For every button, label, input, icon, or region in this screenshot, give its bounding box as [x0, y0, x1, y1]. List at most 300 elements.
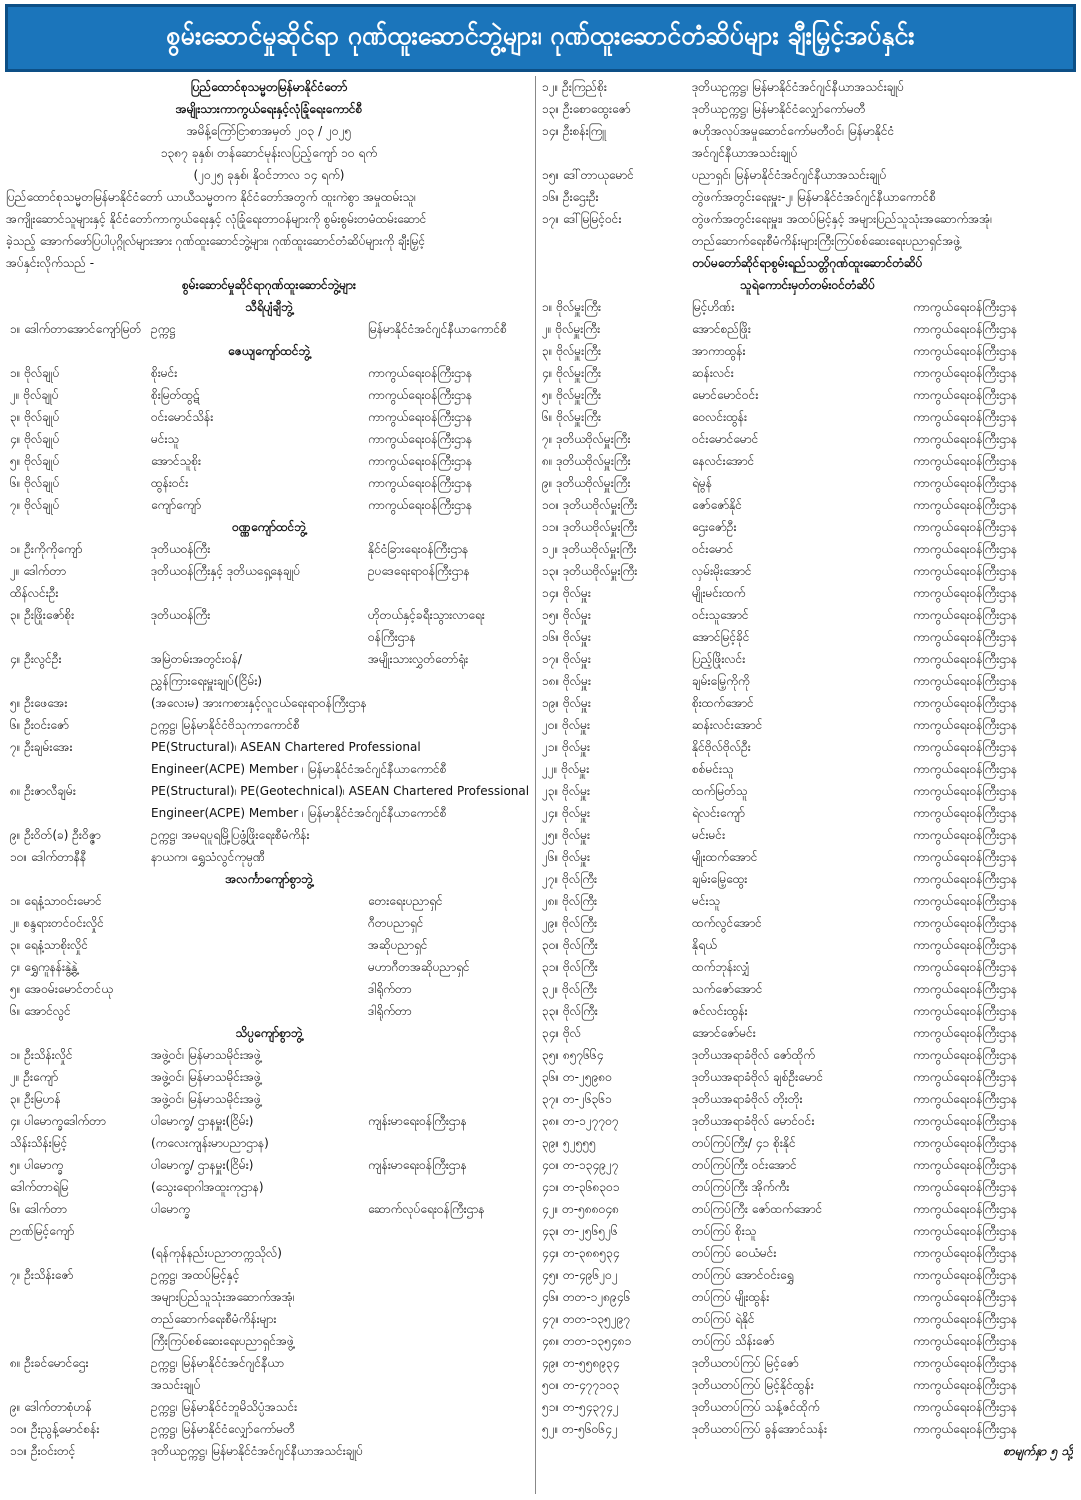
list-row — [540, 692, 1075, 714]
list-row — [6, 648, 532, 670]
list-row — [540, 450, 1075, 472]
list-row — [540, 120, 1075, 142]
list-row — [540, 1066, 1075, 1088]
awardee-detail: PE(Structural)၊ ASEAN Chartered Professional — [151, 740, 421, 754]
awardee-position: ပြည့်ဖြိုးလင်း — [692, 652, 746, 666]
awardee-name: ဒေါက်တာရဲမြ — [10, 1180, 69, 1194]
section-heading: ပြည်ထောင်စုသမ္မတမြန်မာနိုင်ငံတော် — [190, 80, 348, 94]
awardee-position: ထက်ဘုန်းလျှံ — [692, 960, 750, 974]
awardee-position: ဒုတိယဝန်ကြီး — [151, 542, 211, 556]
preamble-line: ခဲ့သည့် အောက်ဖော်ပြပါပုဂ္ဂိုလ်များအား ဂုဏ်ထူးဆောင်ဘွဲ့များ၊ ဂုဏ်ထူးဆောင်တံဆိပ်များကို ချီးမြှင့် — [6, 234, 426, 248]
awardee-name: ၂၀။ ဗိုလ်မှူး — [542, 718, 591, 732]
list-row — [6, 1440, 532, 1462]
awardee-position: အာကာထွန်း — [692, 344, 746, 358]
awardee-name: ၂၆။ ဗိုလ်မှူး — [542, 850, 591, 864]
awardee-detail: တည်ဆောက်ရေးစီမံကိန်းများကြီးကြပ်စစ်ဆေးရေးပညာရှင်အဖွဲ့ — [692, 234, 961, 248]
awardee-organization: ကာကွယ်ရေးဝန်ကြီးဌာန — [913, 1334, 1018, 1348]
awardee-name: ၇။ ဗိုလ်ချုပ် — [10, 498, 60, 512]
awardee-name: ၁၀။ ဒေါက်တာနီနီ — [10, 850, 87, 864]
awardee-name: ၅၀။ တ-၄၇၇၁၀၃ — [542, 1378, 620, 1392]
awardee-name: ၂။ ဗိုလ်မှူးကြီး — [542, 322, 601, 336]
list-row — [540, 164, 1075, 186]
list-row — [6, 582, 532, 604]
list-row — [540, 1000, 1075, 1022]
list-row — [540, 538, 1075, 560]
awardee-name: ၈။ ဦးဇာလီချမ်း — [10, 784, 76, 798]
awardee-name: ၁၉။ ဗိုလ်မှူး — [542, 696, 591, 710]
list-row — [6, 758, 532, 780]
awardee-organization: ကာကွယ်ရေးဝန်ကြီးဌာန — [913, 696, 1018, 710]
awardee-position: တပ်ကြပ် ရဲနိုင် — [692, 1312, 755, 1326]
awardee-organization: ကာကွယ်ရေးဝန်ကြီးဌာန — [913, 1378, 1018, 1392]
list-row — [6, 890, 532, 912]
section-heading: သူရဲကောင်းမှတ်တမ်းဝင်တံဆိပ် — [739, 278, 876, 292]
awardee-organization: ကာကွယ်ရေးဝန်ကြီးဌာန — [913, 1026, 1018, 1040]
awardee-organization: ကာကွယ်ရေးဝန်ကြီးဌာန — [913, 454, 1018, 468]
awardee-position: ဒုတိယဝန်ကြီး — [151, 608, 211, 622]
awardee-position: စစ်မင်းသူ — [692, 762, 734, 776]
awardee-name: ၄။ ဦးလွင်ဦး — [10, 652, 62, 666]
preamble-line: အကျိုးဆောင်သူများနှင့် နိုင်ငံတော်ကာကွယ်ရေးနှင့် လုံခြုံရေးတာဝန်များကို စွမ်းစွမ်းတမံထမ်းဆောင် — [6, 212, 427, 226]
awardee-name: ၃၅။ ၈၅၇၆၆၄ — [542, 1048, 604, 1062]
list-row — [6, 1330, 532, 1352]
awardee-detail: အဖွဲ့ဝင်၊ မြန်မာသမိုင်းအဖွဲ့ — [151, 1092, 261, 1106]
awardee-position: စိုးမင်း — [151, 366, 178, 380]
awardee-detail: ဥက္ကဋ္ဌ၊ အမရပူရမြို့ပြဖွံ့ဖြိုးရေးစီမံကိန်း — [151, 828, 310, 842]
list-row — [540, 956, 1075, 978]
awardee-organization: ကာကွယ်ရေးဝန်ကြီးဌာန — [913, 520, 1018, 534]
awardee-organization: ကာကွယ်ရေးဝန်ကြီးဌာန — [913, 1356, 1018, 1370]
list-row — [6, 1418, 532, 1440]
awardee-name: ၁၇။ ဗိုလ်မှူး — [542, 652, 591, 666]
awardee-organization: ကာကွယ်ရေးဝန်ကြီးဌာန — [368, 432, 473, 446]
list-row — [6, 1352, 532, 1374]
section-heading: အမျိုးသားကာကွယ်ရေးနှင့်လုံခြုံရေးကောင်စီ — [175, 102, 363, 116]
awardee-detail: နာယက၊ ရွှေသံလွင်ကုမ္ပဏီ — [151, 850, 266, 864]
awardee-detail: ဒုတိယဥက္ကဋ္ဌ၊ မြန်မာနိုင်ငံလျှော်ကော်မတီ — [692, 102, 866, 116]
awardee-organization: ကာကွယ်ရေးဝန်ကြီးဌာန — [913, 1158, 1018, 1172]
footer-row — [540, 1440, 1075, 1462]
awardee-name: ၈။ ဒုတိယဗိုလ်မှူးကြီး — [542, 454, 631, 468]
awardee-name: ၆။ ဦးဝင်းဇော် — [10, 718, 69, 732]
awardee-name: ၁။ ဗိုလ်ချုပ် — [10, 366, 60, 380]
awardee-detail: တွဲဖက်အတွင်းရေးမှူး၊ အထပ်မြင့်နှင့် အများပြည်သူသုံးအဆောက်အအုံ၊ — [692, 212, 993, 226]
page-title: စွမ်းဆောင်မှုဆိုင်ရာ ဂုဏ်ထူးဆောင်ဘွဲ့များ၊ ဂုဏ်ထူးဆောင်တံဆိပ်များ ချီးမြှင့်အပ်နှင်း — [166, 20, 915, 50]
awardee-position: ဌေးဇော်ဦး — [692, 520, 737, 534]
list-row — [6, 362, 532, 384]
awardee-name: ၁၄။ ဦးစန်းကြူ — [542, 124, 606, 138]
awardee-position: လှမ်းမိုးအောင် — [692, 564, 752, 578]
awardee-organization: ကာကွယ်ရေးဝန်ကြီးဌာန — [913, 432, 1018, 446]
awardee-position: ဝင်းမောင်မောင် — [692, 432, 759, 446]
awardee-name: ၄၂။ တ-၅၈၈၀၄၈ — [542, 1202, 619, 1216]
awardee-organization: ကာကွယ်ရေးဝန်ကြီးဌာန — [913, 718, 1018, 732]
awardee-organization: ဒါရိုက်တာ — [368, 1004, 412, 1018]
list-row — [6, 384, 532, 406]
awardee-name: ၅၂။ တ-၅၆၀၆၄၂ — [542, 1422, 618, 1436]
list-row — [6, 692, 532, 714]
awardee-organization: ကာကွယ်ရေးဝန်ကြီးဌာန — [913, 1092, 1018, 1106]
awardee-position: ထက်လွင်အောင် — [692, 916, 762, 930]
list-row — [540, 318, 1075, 340]
awardee-name: ၆။ ဗိုလ်ချုပ် — [10, 476, 60, 490]
list-row — [6, 1176, 532, 1198]
awardee-position: ဝင်းမောင်သိန်း — [151, 410, 214, 424]
awardee-position: ကျော်ကျော် — [151, 498, 202, 512]
awardee-name: ၂၄။ ဗိုလ်မှူး — [542, 806, 591, 820]
list-row — [540, 230, 1075, 252]
awardee-name: ၄၄။ တ-၃၈၈၅၃၄ — [542, 1246, 620, 1260]
awardee-name: ၇။ ဦးချမ်းအေး — [10, 740, 73, 754]
awardee-position: ဒုတိယအရာခံဗိုလ် တိုးတိုး — [692, 1092, 803, 1106]
list-row — [540, 582, 1075, 604]
awardee-organization: ကာကွယ်ရေးဝန်ကြီးဌာန — [913, 1422, 1018, 1436]
awardee-organization: နိုင်ငံခြားရေးဝန်ကြီးဌာန — [368, 542, 469, 556]
awardee-position: တပ်ကြပ် မျိုးထွန်း — [692, 1290, 770, 1304]
awardee-organization: ကာကွယ်ရေးဝန်ကြီးဌာန — [913, 1202, 1018, 1216]
awardee-detail: အသင်းချုပ် — [151, 1378, 201, 1392]
awardee-name: ၁၇။ ဒေါ်မြမြင့်ဝင်း — [542, 212, 622, 226]
list-row — [540, 978, 1075, 1000]
awardee-detail: ဥက္ကဋ္ဌ၊ မြန်မာနိုင်ငံဗိသုကာကောင်စီ — [151, 718, 300, 732]
list-row — [6, 494, 532, 516]
awardee-organization: ကာကွယ်ရေးဝန်ကြီးဌာန — [913, 938, 1018, 952]
awardee-organization: ကာကွယ်ရေးဝန်ကြီးဌာန — [913, 828, 1018, 842]
awardee-name: ၂၈။ ဗိုလ်ကြီး — [542, 894, 598, 908]
section-heading: ဇေယျကျော်ထင်ဘွဲ့ — [227, 344, 311, 358]
awardee-name: ၂၇။ ဗိုလ်ကြီး — [542, 872, 598, 886]
awardee-organization: ကာကွယ်ရေးဝန်ကြီးဌာန — [913, 564, 1018, 578]
awardee-name: ၁၂။ ဦးကြည်စိုး — [542, 80, 607, 94]
list-row — [540, 714, 1075, 736]
awardee-detail: Engineer(ACPE) Member ၊ မြန်မာနိုင်ငံအင်ဂျင်နီယာကောင်စီ — [151, 806, 447, 820]
awardee-name: ၁။ ဦးသိန်းလှိုင် — [10, 1048, 73, 1062]
list-row — [540, 736, 1075, 758]
list-row — [6, 978, 532, 1000]
list-row — [540, 1088, 1075, 1110]
section-heading: သိပ္ပကျော်စွာဘွဲ့ — [235, 1026, 303, 1040]
awardee-name: ၁၁။ ဦးဝင်းတင့် — [10, 1444, 76, 1458]
awardee-name: ၃၃။ ဗိုလ်ကြီး — [542, 1004, 598, 1018]
list-row — [540, 1044, 1075, 1066]
list-row — [540, 1176, 1075, 1198]
awardee-name: ၄၀။ တ-၁၃၄၉၂၇ — [542, 1158, 619, 1172]
awardee-name: ၆။ ဒေါက်တာ — [10, 1202, 67, 1216]
list-row — [540, 846, 1075, 868]
list-row — [540, 868, 1075, 890]
list-row — [6, 912, 532, 934]
awardee-organization: ကာကွယ်ရေးဝန်ကြီးဌာန — [913, 1246, 1018, 1260]
list-row — [540, 560, 1075, 582]
awardee-organization: အဆိုပညာရှင် — [368, 938, 428, 952]
awardee-organization: ကာကွယ်ရေးဝန်ကြီးဌာန — [913, 630, 1018, 644]
awardee-position: ပါမောက္ခ/ ဌာနမှူး(ငြိမ်း) — [151, 1114, 254, 1128]
list-row — [540, 186, 1075, 208]
list-row — [540, 1242, 1075, 1264]
awardee-position: ဒုတိယတပ်ကြပ် မြင့်ဇော် — [692, 1356, 799, 1370]
awardee-organization: ကာကွယ်ရေးဝန်ကြီးဌာန — [913, 652, 1018, 666]
awardee-position: ဝေလင်းထွန်း — [692, 410, 748, 424]
awardee-name: ၃။ ဗိုလ်ချုပ် — [10, 410, 60, 424]
awardee-organization: ဆောက်လုပ်ရေးဝန်ကြီးဌာန — [368, 1202, 485, 1216]
list-row — [540, 1330, 1075, 1352]
awardee-position: အောင်သူစိုး — [151, 454, 202, 468]
left-column — [6, 76, 532, 1494]
list-row — [6, 428, 532, 450]
awardee-position: နေလင်းအောင် — [692, 454, 755, 468]
awardee-organization: ကာကွယ်ရေးဝန်ကြီးဌာန — [913, 806, 1018, 820]
list-row — [540, 428, 1075, 450]
awardee-name: ၂၉။ ဗိုလ်ကြီး — [542, 916, 598, 930]
awardee-name: ၃၄။ ဗိုလ် — [542, 1026, 582, 1040]
awardee-organization: ကာကွယ်ရေးဝန်ကြီးဌာန — [913, 740, 1018, 754]
awardee-detail: တွဲဖက်အတွင်းရေးမှူး-၂၊ မြန်မာနိုင်ငံအင်ဂျင်နီယာကောင်စီ — [692, 190, 936, 204]
awardee-position: မြင့်ဟိဏ်း — [692, 300, 735, 314]
awardee-name: ၈။ ဦးခင်မောင်ဌေး — [10, 1356, 89, 1370]
awardee-name: ၃။ ဗိုလ်မှူးကြီး — [542, 344, 602, 358]
list-row — [540, 472, 1075, 494]
list-row — [540, 1198, 1075, 1220]
awardee-name: ၄၃။ တ-၂၅၆၅၂၆ — [542, 1224, 618, 1238]
awardee-name: ၃။ ဦးမြဟန် — [10, 1092, 61, 1106]
awardee-name: ၄။ ရွှေကူနန်းနွဲ့နွဲ့ — [10, 960, 78, 974]
awardee-name: ၂။ ဒေါက်တာ — [10, 564, 67, 578]
awardee-name: ၃၂။ ဗိုလ်ကြီး — [542, 982, 598, 996]
awardee-organization: ကာကွယ်ရေးဝန်ကြီးဌာန — [368, 366, 473, 380]
awardee-organization: ကာကွယ်ရေးဝန်ကြီးဌာန — [913, 850, 1018, 864]
awardee-detail: Engineer(ACPE) Member ၊ မြန်မာနိုင်ငံအင်ဂျင်နီယာကောင်စီ — [151, 762, 447, 776]
awardee-detail: အင်ဂျင်နီယာအသင်းချုပ် — [692, 146, 798, 160]
awardee-organization: ကာကွယ်ရေးဝန်ကြီးဌာန — [368, 498, 473, 512]
list-row — [6, 1000, 532, 1022]
header-line: (၂၀၂၅ ခုနှစ်၊ နိုဝင်ဘာလ ၁၄ ရက်) — [193, 168, 345, 182]
awardee-name: ၁၆။ ဗိုလ်မှူး — [542, 630, 591, 644]
list-row — [540, 1022, 1075, 1044]
awardee-name: ၄၈။ တတ-၁၃၅၄၈၁ — [542, 1334, 632, 1348]
list-row — [6, 956, 532, 978]
list-row — [6, 802, 532, 824]
awardee-organization: ဥပဒေရေးရာဝန်ကြီးဌာန — [368, 564, 470, 578]
awardee-detail: ဒုတိယဥက္ကဋ္ဌ၊ မြန်မာနိုင်ငံအင်ဂျင်နီယာအသင်းချုပ် — [692, 80, 905, 94]
awardee-organization: ကာကွယ်ရေးဝန်ကြီးဌာန — [913, 894, 1018, 908]
awardee-organization: ကာကွယ်ရေးဝန်ကြီးဌာန — [913, 1400, 1018, 1414]
awardee-detail: ဥက္ကဋ္ဌ၊ မြန်မာနိုင်ငံလျှော်ကော်မတီ — [151, 1422, 295, 1436]
awardee-position: တပ်ကြပ်ကြီး ဇော်ထက်အောင် — [692, 1202, 823, 1216]
header-line: အမိန့်ကြော်ငြာစာအမှတ် ၂၀၃ / ၂၀၂၅ — [186, 124, 352, 138]
awardee-name: ၂။ ဦးကျော် — [10, 1070, 59, 1084]
awardee-organization: ကျန်းမာရေးဝန်ကြီးဌာန — [368, 1158, 467, 1172]
awardee-name: ၁၆။ ဦးဌေးဦး — [542, 190, 599, 204]
list-row — [6, 538, 532, 560]
list-row — [540, 362, 1075, 384]
awardee-position: နိုင်ဗိုလ်ဗိုလ်ဦး — [692, 740, 751, 754]
list-row — [540, 1308, 1075, 1330]
continued-note: စာမျက်နှာ ၅ သို့ — [1002, 1444, 1073, 1458]
awardee-detail: အများပြည်သူသုံးအဆောက်အအုံ၊ — [151, 1290, 295, 1304]
awardee-name: ၁။ ဗိုလ်မှူးကြီး — [542, 300, 602, 314]
awardee-position: မင်းသူ — [692, 894, 721, 908]
awardee-organization: ကာကွယ်ရေးဝန်ကြီးဌာန — [368, 410, 473, 424]
list-row — [540, 1132, 1075, 1154]
list-row — [540, 1418, 1075, 1440]
awardee-name: ၅။ ပါမောက္ခ — [10, 1158, 64, 1172]
list-row — [540, 208, 1075, 230]
awardee-detail: ဒုတိယဥက္ကဋ္ဌ၊ မြန်မာနိုင်ငံအင်ဂျင်နီယာအသင်းချုပ် — [151, 1444, 364, 1458]
list-row — [6, 626, 532, 648]
awardee-position: မျိုးထက်အောင် — [692, 850, 758, 864]
header-line: ၁၃၈၇ ခုနှစ်၊ တန်ဆောင်မုန်းလပြည့်ကျော် ၁၀ ရက် — [160, 146, 378, 160]
awardee-detail: (ရန်ကုန်နည်းပညာတက္ကသိုလ်) — [151, 1246, 282, 1260]
list-row — [6, 1242, 532, 1264]
list-row — [540, 670, 1075, 692]
list-row — [540, 758, 1075, 780]
awardee-name: ၃၇။ တ-၂၆၃၆၁ — [542, 1092, 612, 1106]
awardee-name: ၅၁။ တ-၅၄၃၇၄၂ — [542, 1400, 619, 1414]
list-row — [540, 626, 1075, 648]
list-row — [540, 890, 1075, 912]
awardee-detail: ကြီးကြပ်စစ်ဆေးရေးပညာရှင်အဖွဲ့ — [151, 1334, 294, 1348]
awardee-name: ၄၅။ တ-၄၉၆၂၀၂ — [542, 1268, 618, 1282]
awardee-organization: ကာကွယ်ရေးဝန်ကြီးဌာန — [913, 960, 1018, 974]
awardee-name: ၃၉။ ၅၂၅၅၅ — [542, 1136, 596, 1150]
awardee-position: ပါမောက္ခ — [151, 1202, 190, 1216]
awardee-organization: ကာကွယ်ရေးဝန်ကြီးဌာန — [913, 916, 1018, 930]
list-row — [540, 296, 1075, 318]
list-row — [540, 934, 1075, 956]
awardee-organization: ကာကွယ်ရေးဝန်ကြီးဌာန — [913, 762, 1018, 776]
awardee-name: ၅။ ဗိုလ်ချုပ် — [10, 454, 60, 468]
awardee-name: ၁၂။ ဒုတိယဗိုလ်မှူးကြီး — [542, 542, 637, 556]
list-row — [540, 76, 1075, 98]
section-heading: စွမ်းဆောင်မှုဆိုင်ရာဂုဏ်ထူးဆောင်ဘွဲ့များ — [182, 278, 356, 292]
list-row — [6, 780, 532, 802]
list-row — [6, 736, 532, 758]
awardee-position: ထက်မြတ်သူ — [692, 784, 748, 798]
awardee-organization: ကာကွယ်ရေးဝန်ကြီးဌာန — [913, 300, 1018, 314]
list-row — [6, 714, 532, 736]
awardee-name: ၄၇။ တတ-၁၃၅၂၉၇ — [542, 1312, 631, 1326]
awardee-position: မျိုးမင်းထက် — [692, 586, 746, 600]
awardee-name: ထိန်လင်းဦး — [10, 586, 59, 600]
awardee-organization: ကာကွယ်ရေးဝန်ကြီးဌာန — [913, 344, 1018, 358]
awardee-name: ၄။ ဗိုလ်မှူးကြီး — [542, 366, 602, 380]
awardee-detail: ဥက္ကဋ္ဌ၊ အထပ်မြင့်နှင့် — [151, 1268, 240, 1282]
awardee-name: ၁၃။ ဒုတိယဗိုလ်မှူးကြီး — [542, 564, 638, 578]
awardee-organization: ကာကွယ်ရေးဝန်ကြီးဌာန — [913, 366, 1018, 380]
awardee-organization: ကာကွယ်ရေးဝန်ကြီးဌာန — [913, 784, 1018, 798]
awardee-name: ၇။ ဦးသိန်းဇော် — [10, 1268, 74, 1282]
list-row — [6, 824, 532, 846]
list-row — [540, 98, 1075, 120]
list-row — [540, 1264, 1075, 1286]
awardee-name: ၂။ စန္ဒရားတင်ဝင်းလှိုင် — [10, 916, 104, 930]
list-row — [540, 824, 1075, 846]
list-row — [6, 318, 532, 340]
awardee-name: ၄။ ပါမောက္ခဒေါက်တာ — [10, 1114, 106, 1128]
awardee-name: ဉာဏ်မြင့်ကျော် — [10, 1224, 75, 1238]
awardee-position: အောင်မြင့်ခိုင် — [692, 630, 750, 644]
awardee-name: ၅။ ဗိုလ်မှူးကြီး — [542, 388, 602, 402]
awardee-organization: ကာကွယ်ရေးဝန်ကြီးဌာန — [913, 542, 1018, 556]
awardee-organization: ကာကွယ်ရေးဝန်ကြီးဌာန — [913, 1312, 1018, 1326]
awardee-detail: ဇဟိုအလုပ်အမှုဆောင်ကော်မတီဝင်၊ မြန်မာနိုင်ငံ — [692, 124, 895, 138]
list-row — [540, 1286, 1075, 1308]
list-row — [6, 1264, 532, 1286]
awardee-organization: ကာကွယ်ရေးဝန်ကြီးဌာန — [913, 608, 1018, 622]
awardee-detail: အဖွဲ့ဝင်၊ မြန်မာသမိုင်းအဖွဲ့ — [151, 1048, 261, 1062]
list-row — [6, 1066, 532, 1088]
awardee-name: ၄။ ဗိုလ်ချုပ် — [10, 432, 60, 446]
awardee-position: ပါမောက္ခ/ ဌာနမှူး(ငြိမ်း) — [151, 1158, 254, 1172]
awardee-organization: ကာကွယ်ရေးဝန်ကြီးဌာန — [913, 1224, 1018, 1238]
awardee-organization: ကာကွယ်ရေးဝန်ကြီးဌာန — [913, 982, 1018, 996]
section-heading: တပ်မတော်ဆိုင်ရာစွမ်းရည်သတ္တိဂုဏ်ထူးဆောင်တံဆိပ် — [692, 256, 923, 270]
list-row — [540, 912, 1075, 934]
awardee-position: ဒုတိယတပ်ကြပ် မြင့်နိုင်ထွန်း — [692, 1378, 814, 1392]
awardee-organization: ကာကွယ်ရေးဝန်ကြီးဌာန — [913, 1048, 1018, 1062]
awardee-position: အောင်စည်ဖြိုး — [692, 322, 751, 336]
list-row — [6, 450, 532, 472]
awardee-position: ချမ်းမြေ့ထွေး — [692, 872, 748, 886]
list-row — [6, 846, 532, 868]
awardee-organization: ကာကွယ်ရေးဝန်ကြီးဌာန — [913, 476, 1018, 490]
awardee-name: ၁။ ဒေါက်တာအောင်ကျော်မြတ် — [10, 322, 142, 336]
preamble-line: ပြည်ထောင်စုသမ္မတမြန်မာနိုင်ငံတော် ယာယီသမ္မတက နိုင်ငံတော်အတွက် ထူးကဲစွာ အမှုထမ်းသူ၊ — [6, 190, 416, 204]
awardee-position: (သွေးရောဂါအထူးကုဌာန) — [151, 1180, 264, 1194]
list-row — [6, 406, 532, 428]
awardee-detail: အဖွဲ့ဝင်၊ မြန်မာသမိုင်းအဖွဲ့ — [151, 1070, 261, 1084]
awardee-position: မင်းမင်း — [692, 828, 726, 842]
awardee-name: ၁၅။ ဒေါ်တာယုမောင် — [542, 168, 634, 182]
awardee-organization: ကာကွယ်ရေးဝန်ကြီးဌာန — [368, 454, 473, 468]
list-row — [6, 604, 532, 626]
awardee-organization: ကာကွယ်ရေးဝန်ကြီးဌာန — [913, 872, 1018, 886]
awardee-name: ၄၁။ တ-၃၆၈၃၀၁ — [542, 1180, 620, 1194]
list-row — [6, 1286, 532, 1308]
awardee-name: ၁။ ရေနံ့သာဝင်းမောင် — [10, 894, 102, 908]
list-row — [6, 1110, 532, 1132]
awardee-name: ၁။ ဦးကိုကိုကျော် — [10, 542, 83, 556]
awardee-name: ၂။ ဗိုလ်ချုပ် — [10, 388, 59, 402]
awardee-name: ၃၆။ တ-၂၅၉၈၀ — [542, 1070, 612, 1084]
section-heading: ဝဏ္ဏကျော်ထင်ဘွဲ့ — [232, 520, 306, 534]
awardee-name: ၉။ ဒုတိယဗိုလ်မှူးကြီး — [542, 476, 631, 490]
awardee-name: ၁၀။ ဦးညွန့်မောင်စန်း — [10, 1422, 100, 1436]
awardee-position: အမြဲတမ်းအတွင်းဝန်/ — [151, 652, 242, 666]
awardee-position: ဝင်းသူအောင် — [692, 608, 749, 622]
awardee-detail: PE(Structural)၊ PE(Geotechnical)၊ ASEAN Chartered Professional — [151, 784, 530, 798]
awardee-position: ဒုတိယအရာခံဗိုလ် မောင်ဝင်း — [692, 1114, 815, 1128]
list-row — [6, 1396, 532, 1418]
list-row — [6, 1374, 532, 1396]
awardee-organization: ဂီတပညာရှင် — [368, 916, 424, 930]
awardee-organization: ကာကွယ်ရေးဝန်ကြီးဌာန — [913, 1114, 1018, 1128]
list-row — [6, 1154, 532, 1176]
awardee-name: ၂၁။ ဗိုလ်မှူး — [542, 740, 591, 754]
awardee-name: ၃။ ရေနံ့သာစိုးလှိုင် — [10, 938, 89, 952]
awardee-position: ဇော်ဇော်နိုင် — [692, 498, 743, 512]
awardee-position: စိုးမြတ်ထွဋ် — [151, 388, 200, 402]
awardee-name: ၂၅။ ဗိုလ်မှူး — [542, 828, 591, 842]
list-row — [540, 384, 1075, 406]
awardee-name: ၆။ ဗိုလ်မှူးကြီး — [542, 410, 602, 424]
awardee-position: တပ်ကြပ် စိုးသူ — [692, 1224, 757, 1238]
awardee-organization: ဒါရိုက်တာ — [368, 982, 412, 996]
awardee-position: တပ်ကြပ်ကြီး ဝင်းအောင် — [692, 1158, 797, 1172]
awardee-organization: ကာကွယ်ရေးဝန်ကြီးဌာန — [913, 586, 1018, 600]
list-row — [6, 1220, 532, 1242]
awardee-organization: ကာကွယ်ရေးဝန်ကြီးဌာန — [913, 674, 1018, 688]
